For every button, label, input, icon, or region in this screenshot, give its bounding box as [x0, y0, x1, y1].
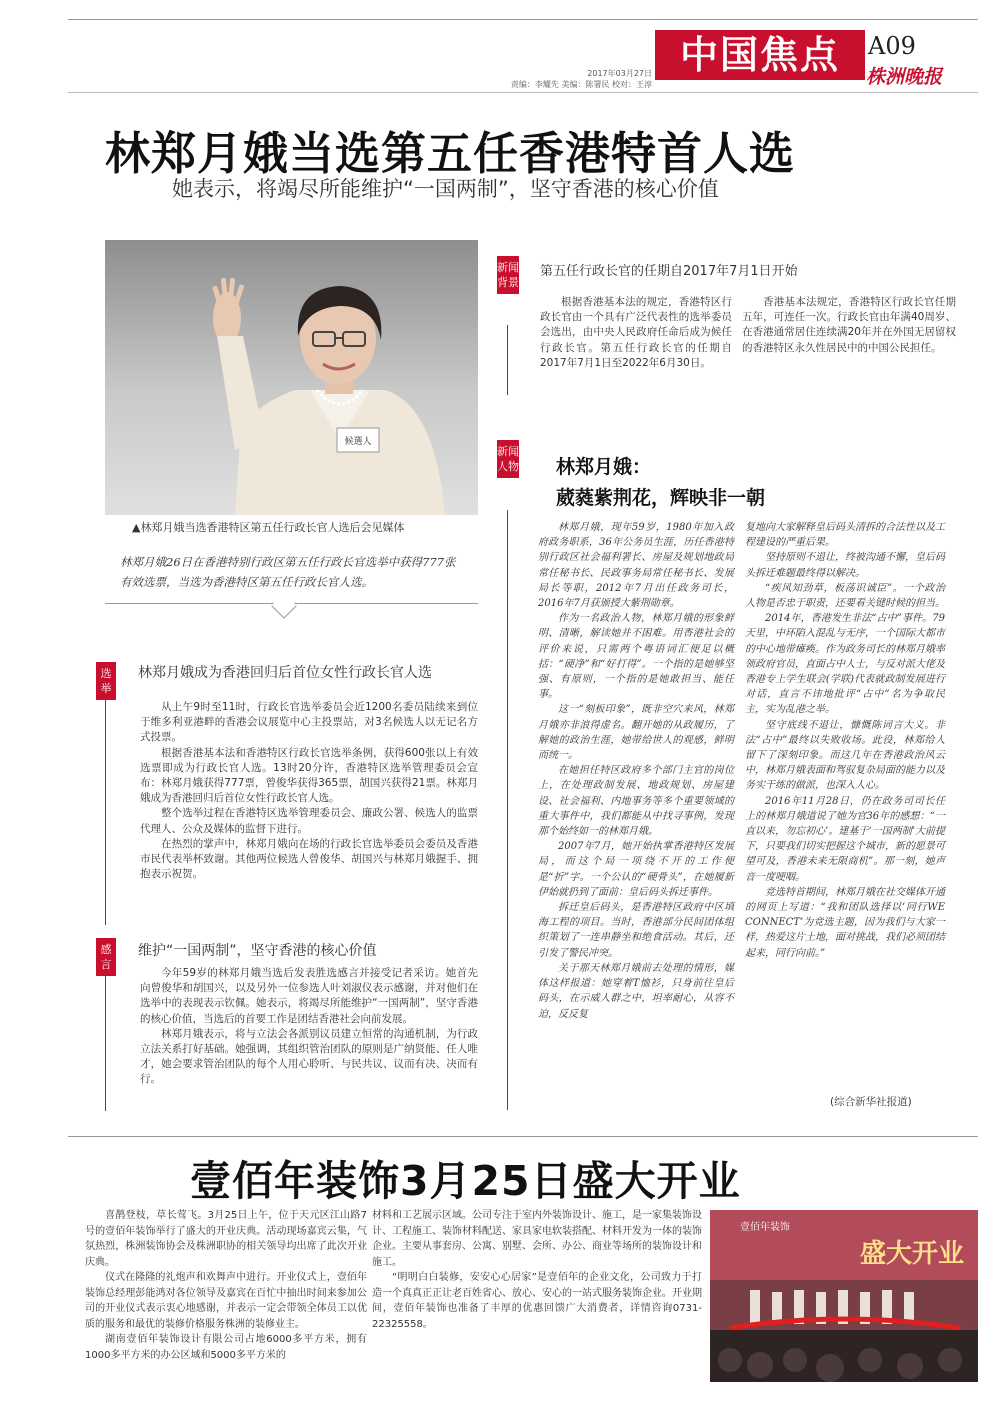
paper-name: 株洲晚报 [866, 66, 943, 88]
profile-title-2: 葳蕤紫荆花，辉映非一朝 [556, 487, 766, 509]
tag-line-background [507, 325, 508, 395]
ad-rule [68, 1136, 978, 1137]
opening-ceremony-illustration [710, 1210, 978, 1382]
tag-line-profile [507, 510, 508, 1110]
section-title: 中国焦点 [655, 30, 865, 80]
background-col-2 [742, 295, 956, 356]
ad-paragraph: 湖南壹佰年装饰设计有限公司占地6000多平方米，拥有1000多平方米的办公区域和5000多平方米的 [85, 1334, 367, 1361]
profile-paragraph: 关于那天林郑月娥前去处理的情形，媒体这样报道：她穿着T恤衫，只身前往皇后码头，在示威人群之中，坦率耐心，从容不迫，反反复 [538, 962, 734, 1020]
profile-title-1: 林郑月娥： [556, 456, 652, 478]
tag-line-election [105, 700, 106, 925]
profile-paragraph: 2016年11月28日，仍在政务司司长任上的林郑月娥道说了她为官36年的感想：“一直以来，勿忘初心’。建基于‘一国两制’大前提下，只要我们切实把握这个城市，新的愿景可望可及，香港未来无限商机”。那一刻，她声音一度哽咽。 [745, 795, 945, 883]
ad-paragraph: 仪式在隆隆的礼炮声和欢舞声中进行。开业仪式上，壹佰年装饰总经理彭能鸿对各位领导及嘉宾在百忙中抽出时间来参加公司的开业仪式表示衷心地感谢，并表示一定会带领全体员工以优质的服务和最优的装修价格服务株洲的装修业主。 [85, 1272, 367, 1330]
issue-date: 2017年03月27日 [587, 69, 652, 78]
profile-paragraph: “疾风知劲草，板荡识诚臣”。一个政治人物是否忠于职责，还要看关键时候的担当。 [745, 582, 945, 610]
masthead-rule [68, 92, 978, 93]
ad-photo-logo: 壹佰年装饰 [740, 1222, 790, 1233]
intro-paragraph: 林郑月娥26日在香港特别行政区第五任行政长官选举中获得777张有效选票，当选为香港特区第五任行政长官人选。 [120, 555, 456, 589]
tag-profile: 新闻人物 [497, 440, 519, 478]
background-title: 第五任行政长官的任期自2017年7月1日开始 [540, 264, 798, 279]
background-paragraph: 香港基本法规定，香港特区行政长官任期五年，可连任一次。行政长官由年满40周岁、在香港通常居住连续满20年并在外国无居留权的香港特区永久性居民中的中国公民担任。 [742, 296, 956, 354]
election-paragraph: 根据香港基本法和香港特区行政长官选举条例，获得600张以上有效选票即成为行政长官人选。13时20分许，香港特区选举管理委员会宣布：林郑月娥获得777票，曾俊华获得365票，胡国兴获得21票。林郑月娥成为香港回归后首位女性行政长官人选。 [140, 746, 478, 805]
background-paragraph: 根据香港基本法的规定，香港特区行政长官由一个具有广泛代表性的选举委员会选出，由中央人民政府任命后成为候任行政长官。第五任行政长官的任期自2017年7月1日至2022年6月30日。 [540, 296, 732, 369]
page-number: A09 [868, 32, 916, 60]
profile-paragraph: 林郑月娥，现年59岁，1980年加入政府政务职系，36年公务员生涯，历任香港特别行政区社会福利署长、房屋及规划地政局常任秘书长、民政事务局常任秘书长、发展局长等职，2012年7月出任政务司长，2016年7月获颁授大紫荆勋章。 [538, 522, 734, 610]
ad-paragraph: 喜鹊登枝，草长莺飞。3月25日上午，位于天元区江山路7号的壹佰年装饰举行了盛大的开业庆典。活动现场嘉宾云集，气氛热烈，株洲装饰协会及株洲职协的相关领导均出席了此次开业庆典。 [85, 1210, 367, 1268]
election-body [140, 700, 478, 882]
profile-paragraph: 作为一名政治人物，林郑月娥的形象鲜明、清晰，解读她并不困难。用香港社会的评价来说，只需两个粤语词汇便足以概括：“硬净”和“好打得”。一个指的是她够坚强、有原则，一个指的是她敢担当、能任事。 [538, 613, 734, 701]
profile-paragraph: 这一“刻板印象”，既非空穴来风，林郑月娥亦非浪得虚名。翻开她的从政履历，了解她的政治生涯，她带给世人的观感，鲜明而统一。 [538, 704, 734, 762]
ad-photo [710, 1210, 978, 1382]
article-credit: (综合新华社报道) [830, 1096, 912, 1108]
election-paragraph: 在热烈的掌声中，林郑月娥向在场的行政长官选举委员会委员及香港市民代表举杯致谢。其他两位候选人曾俊华、胡国兴与林郑月娥握手、拥抱表示祝贺。 [140, 837, 478, 881]
profile-paragraph: 拆迁皇后码头，是香港特区政府中区填海工程的项目。当时，香港部分民间团体组织策划了一连串静坐和绝食活动。其后，还引发了警民冲突。 [538, 902, 734, 959]
remarks-body [140, 966, 478, 1088]
badge-text: 候選人 [344, 437, 372, 447]
remarks-paragraph: 林郑月娥表示，将与立法会各派别议员建立恒常的沟通机制，为行政立法关系打好基础。她强调，其组织管治团队的原则是广纳贤能、任人唯才，她会要求管治团队的每个人用心聆听、与民共议、议而有决、决而有行。 [140, 1027, 478, 1086]
profile-paragraph: 坚持原则不退让，终被沟通不懈，皇后码头拆迁难题最终得以解决。 [745, 552, 945, 579]
tag-background: 新闻背景 [497, 256, 519, 294]
profile-col-2 [745, 520, 945, 961]
profile-paragraph: 2014年，香港发生非法“占中”事件。79天里，中环陷入混乱与无序，一个国际大都市的中心地带瘫痪。作为政务司长的林郑月娥率领政府官员，直面占中人士，与反对派大佬及香港专上学生联会(学联)代表就政制发展进行对话，直言不讳地批评“占中”名为争取民主，实为乱港之举。 [745, 613, 945, 716]
editor-names: 责编：李耀先 美编：陈署民 校对：王淳 [510, 80, 652, 89]
ad-paragraph: “明明白白装修，安安心心居家”是壹佰年的企业文化，公司致力于打造一个真真正正让老百姓省心、放心、安心的一站式服务装饰企业。开业期间，壹佰年装饰也准备了丰厚的优惠回馈广大消费者，详情咨询0731-22325558。 [372, 1272, 702, 1330]
tag-line-remarks [105, 976, 106, 1111]
tag-election: 选举 [96, 662, 116, 700]
intro-notch [271, 593, 296, 618]
election-paragraph: 从上午9时至11时，行政长官选举委员会近1200名委员陆续来到位于维多利亚港畔的香港会议展览中心主投票站，对3名候选人以无记名方式投票。 [140, 701, 478, 744]
profile-paragraph: 在她担任特区政府多个部门主官的岗位上，在处理政制发展、地政规划、房屋建设、社会福利、内地事务等多个重要领域的重大事件中，我们都能从中找寻事例，发现那个始终如一的林郑月娥。 [538, 765, 734, 838]
headline: 林郑月娥当选第五任香港特首人选 [105, 127, 796, 180]
ad-col-2 [372, 1208, 702, 1332]
background-col-1 [540, 295, 732, 371]
news-photo [105, 240, 478, 515]
photo-caption: ▲林郑月娥当选香港特区第五任行政长官人选后会见媒体 [132, 521, 405, 534]
profile-paragraph: 竞选特首期间，林郑月娥在社交媒体开通的网页上写道：“我和团队选择以‘同行WE CONNECT’为竞选主题，因为我们与大家一样，热爱这片土地，面对挑战，我们必须团结起来，同行向前。” [745, 886, 945, 959]
ad-photo-banner: 盛大开业 [860, 1239, 965, 1269]
election-title: 林郑月娥成为香港回归后首位女性行政长官人选 [138, 665, 432, 681]
subheadline: 她表示，将竭尽所能维护“一国两制”，坚守香港的核心价值 [172, 177, 719, 201]
profile-paragraph: 坚守底线不退让，慷慨陈词言大义。非法“占中”最终以失败收场。此役，林郑给人留下了深刻印象。而这几年在香港政治风云中，林郑月娥表面和驾驭复杂局面的能力以及务实干练的做派，也深入人心。 [745, 719, 945, 792]
waving-person-illustration [105, 240, 478, 515]
editor-credits [510, 68, 652, 90]
top-rule [68, 19, 978, 20]
ad-headline: 壹佰年装饰3月25日盛大开业 [190, 1157, 741, 1205]
remarks-title: 维护“一国两制”，坚守香港的核心价值 [138, 943, 377, 959]
remarks-paragraph: 今年59岁的林郑月娥当选后发表胜选感言并接受记者采访。她首先向曾俊华和胡国兴，以及另外一位参选人叶刘淑仪表示感谢，并对他们在选举中的表现表示钦佩。她表示，将竭尽所能维护“一国两制”，坚守香港的核心价值，当选后的首要工作是团结香港社会向前发展。 [140, 967, 478, 1025]
election-paragraph: 整个选举过程在香港特区选举管理委员会、廉政公署、候选人的监票代理人、公众及媒体的监督下进行。 [140, 807, 478, 835]
tag-remarks: 感言 [96, 938, 116, 976]
profile-paragraph: 复地向大家解释皇后码头清拆的合法性以及工程建设的严重后果。 [745, 522, 945, 549]
ad-col-1 [85, 1208, 367, 1363]
profile-paragraph: 2007年7月，她开始执掌香港特区发展局，而这个局一项绕不开的工作便是“折”字。一个公认的“硬骨头”，在她履新伊始就扔到了面前：皇后码头拆迁事件。 [538, 841, 734, 898]
profile-col-1 [538, 520, 734, 1022]
ad-paragraph: 材料和工艺展示区域。公司专注于室内外装饰设计、施工，是一家集装饰设计、工程施工、装饰材料配送、家具家电软装搭配、材料开发为一体的装饰企业。主要从事套房、公寓、别墅、会所、办公、商业等场所的装饰设计和施工。 [372, 1210, 702, 1268]
